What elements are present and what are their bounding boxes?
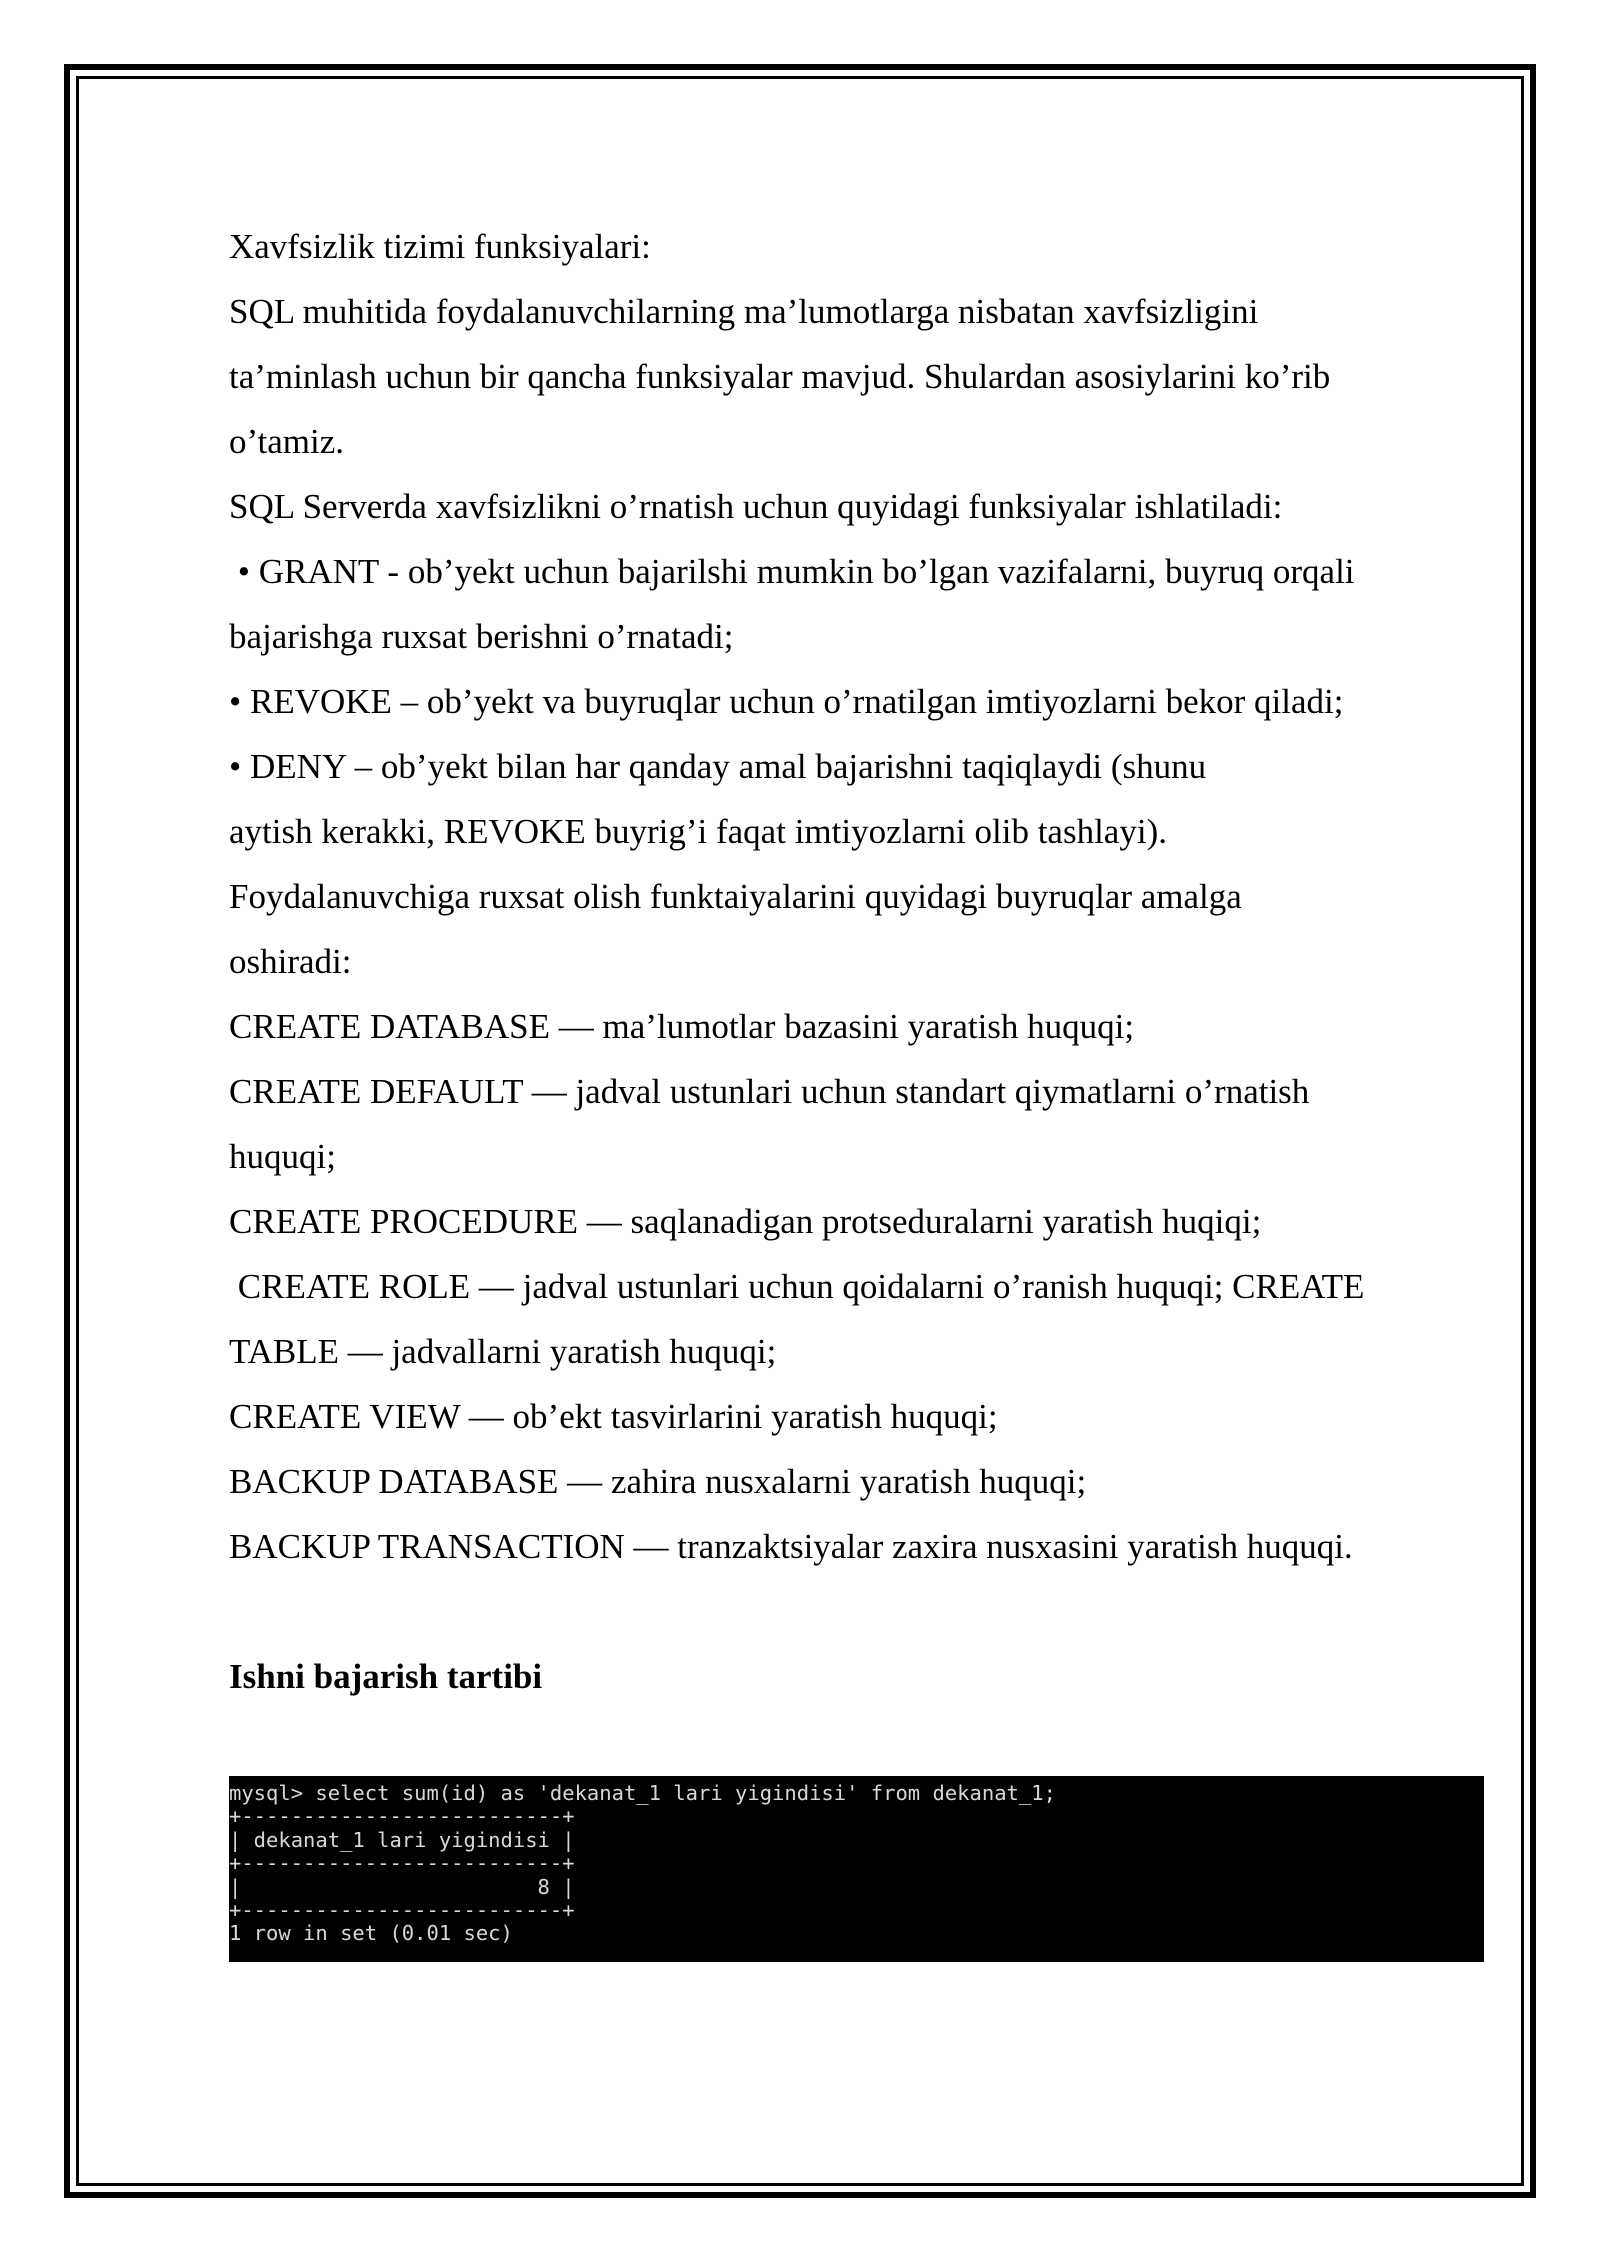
terminal-screenshot: [229, 1776, 1484, 1962]
terminal-command-line: mysql> select sum(id) as 'dekanat_1 lari yigindisi' from dekanat_1;: [229, 1781, 1056, 1805]
section-heading: Ishni bajarish tartibi: [229, 1657, 543, 1696]
section-title: Xavfsizlik tizimi funksiyalari:: [229, 227, 651, 266]
paragraph-line: SQL muhitida foydalanuvchilarning ma’lumotlarga nisbatan xavfsizligini: [229, 292, 1259, 331]
terminal-status-line: 1 row in set (0.01 sec): [229, 1921, 513, 1946]
permission-create-default: CREATE DEFAULT — jadval ustunlari uchun standart qiymatlarni o’rnatish: [229, 1072, 1310, 1111]
permission-create-view: CREATE VIEW — ob’ekt tasvirlarini yaratish huquqi;: [229, 1397, 998, 1436]
paragraph-line: bajarishga ruxsat berishni o’rnatadi;: [229, 617, 734, 656]
permission-create-database: CREATE DATABASE — ma’lumotlar bazasini yaratish huquqi;: [229, 1007, 1135, 1046]
permission-create-role: CREATE ROLE — jadval ustunlari uchun qoidalarni o’ranish huquqi; CREATE: [229, 1267, 1365, 1306]
document-body: [229, 214, 1489, 1709]
paragraph-line: ta’minlash uchun bir qancha funksiyalar mavjud. Shulardan asosiylarini ko’rib: [229, 357, 1331, 396]
permission-create-table: TABLE — jadvallarni yaratish huquqi;: [229, 1332, 777, 1371]
permission-backup-database: BACKUP DATABASE — zahira nusxalarni yaratish huquqi;: [229, 1462, 1087, 1501]
bullet-grant: • GRANT - ob’yekt uchun bajarilshi mumkin bo’lgan vazifalarni, buyruq orqali: [229, 552, 1355, 591]
terminal-table-border: +--------------------------+: [229, 1851, 575, 1876]
paragraph-line: SQL Serverda xavfsizlikni o’rnatish uchun quyidagi funksiyalar ishlatiladi:: [229, 487, 1283, 526]
paragraph-line: oshiradi:: [229, 942, 352, 981]
terminal-table-border: +--------------------------+: [229, 1804, 575, 1829]
paragraph-line: aytish kerakki, REVOKE buyrig’i faqat imtiyozlarni olib tashlayi).: [229, 812, 1167, 851]
terminal-table-row: | 8 |: [229, 1874, 575, 1899]
bullet-revoke: • REVOKE – ob’yekt va buyruqlar uchun o’rnatilgan imtiyozlarni bekor qiladi;: [229, 682, 1344, 721]
paragraph-line: Foydalanuvchiga ruxsat olish funktaiyalarini quyidagi buyruqlar amalga: [229, 877, 1242, 916]
paragraph-line: o’tamiz.: [229, 422, 345, 461]
terminal-table-header: | dekanat_1 lari yigindisi |: [229, 1827, 575, 1852]
paragraph-line: huquqi;: [229, 1137, 336, 1176]
terminal-table-border: +--------------------------+: [229, 1897, 575, 1922]
spacer: [229, 1579, 1489, 1644]
permission-create-procedure: CREATE PROCEDURE — saqlanadigan protseduralarni yaratish huqiqi;: [229, 1202, 1262, 1241]
permission-backup-transaction: BACKUP TRANSACTION — tranzaktsiyalar zaxira nusxasini yaratish huquqi.: [229, 1527, 1353, 1566]
bullet-deny: • DENY – ob’yekt bilan har qanday amal bajarishni taqiqlaydi (shunu: [229, 747, 1207, 786]
